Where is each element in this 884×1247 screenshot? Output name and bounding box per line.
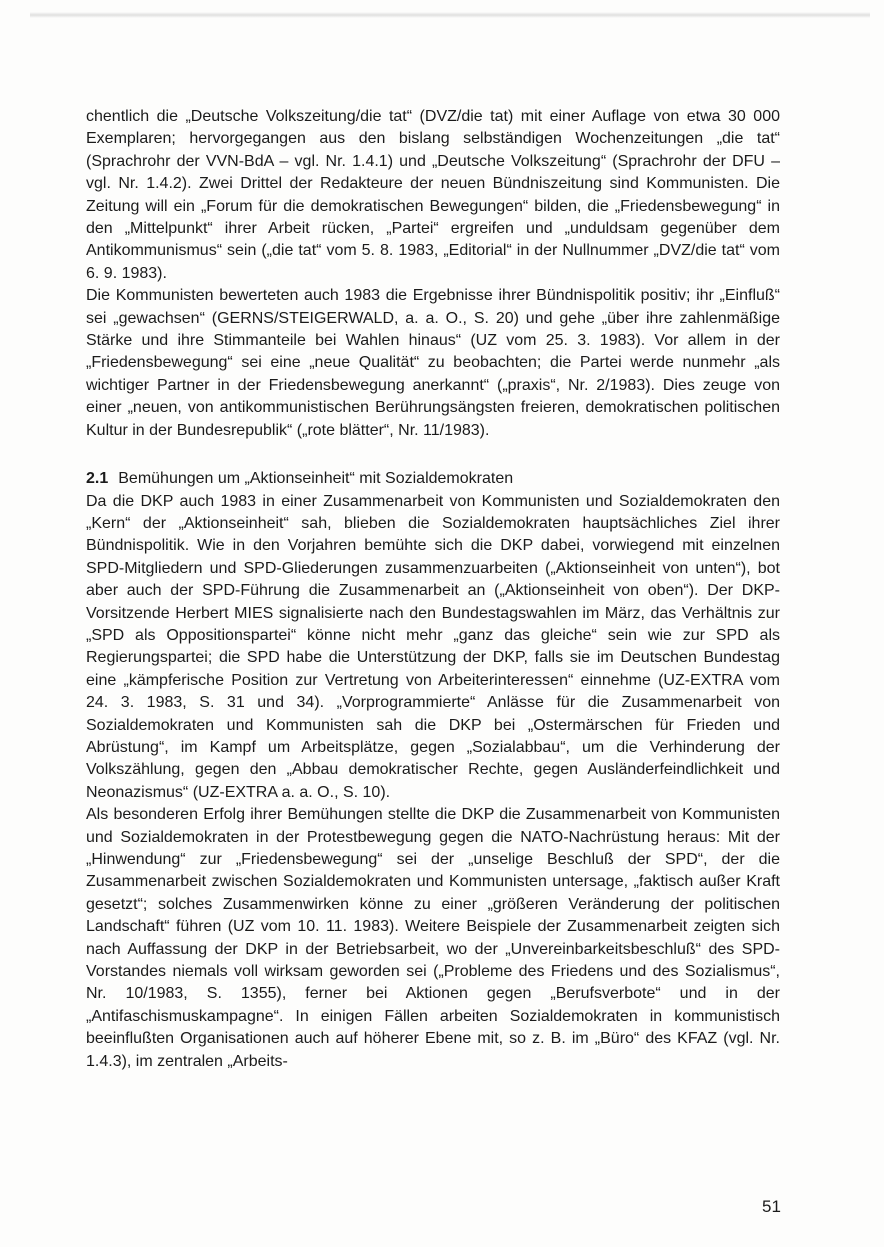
section-title: Bemühungen um „Aktionseinheit“ mit Sozialdemokraten [118, 470, 514, 488]
page-number: 51 [762, 1197, 781, 1216]
paragraph: Da die DKP auch 1983 in einer Zusammenarbeit von Kommunisten und Sozialdemokraten den „Kern“ der „Aktionseinheit“ sah, blieben die Sozialdemokraten hauptsächliches Ziel ihrer Bündnispolitik. Wie in den Vorjahren bemühte sich die DKP dabei, vorwiegend mit einzelnen SPD-Mitgliedern und SPD-Gliederungen zusammenzuarbeiten („Aktionseinheit von unten“), bot aber auch der SPD-Führung die Zusammenarbeit an („Aktionseinheit von oben“). Der DKP-Vorsitzende Herbert MIES signalisierte nach den Bundestagswahlen im März, das Verhältnis zur „SPD als Oppositionspartei“ könne nicht mehr „ganz das gleiche“ sein wie zur SPD als Regierungspartei; die SPD habe die Unterstützung der DKP, falls sie im Deutschen Bundestag eine „kämpferische Position zur Vertretung von Arbeiterinteressen“ einnehme (UZ-EXTRA vom 24. 3. 1983, S. 31 und 34). „Vorprogrammierte“ Anlässe für die Zusammenarbeit von Sozialdemokraten und Kommunisten sah die DKP bei „Ostermärschen für Frieden und Abrüstung“, im Kampf um Arbeitsplätze, gegen „Sozialabbau“, um die Verhinderung der Volkszählung, gegen den „Abbau demokratischer Rechte, gegen Ausländerfeindlichkeit und Neonazismus“ (UZ-EXTRA a. a. O., S. 10). [86, 492, 780, 801]
section-heading [86, 468, 780, 490]
body-text [86, 106, 780, 1073]
paragraph: chentlich die „Deutsche Volkszeitung/die tat“ (DVZ/die tat) mit einer Auflage von etwa 30 000 Exemplaren; hervorgegangen aus den bislang selbständigen Wochenzeitungen „die tat“ (Sprachrohr der VVN-BdA – vgl. Nr. 1.4.1) und „Deutsche Volkszeitung“ (Sprachrohr der DFU – vgl. Nr. 1.4.2). Zwei Drittel der Redakteure der neuen Bündniszeitung sind Kommunisten. Die Zeitung will ein „Forum für die demokratischen Bewegungen“ bilden, die „Friedensbewegung“ in den „Mittelpunkt“ ihrer Arbeit rücken, „Partei“ ergreifen und „unduldsam gegenüber dem Antikommunismus“ sein („die tat“ vom 5. 8. 1983, „Editorial“ in der Nullnummer „DVZ/die tat“ vom 6. 9. 1983). [86, 108, 780, 282]
page-top-edge [30, 12, 870, 18]
section-number: 2.1 [86, 470, 109, 488]
paragraph: Die Kommunisten bewerteten auch 1983 die Ergebnisse ihrer Bündnispolitik positiv; ihr „Einfluß“ sei „gewachsen“ (GERNS/STEIGERWALD, a. a. O., S. 20) und gehe „über ihre zahlenmäßige Stärke und ihre Stimmanteile bei Wahlen hinaus“ (UZ vom 25. 3. 1983). Vor allem in der „Friedensbewegung“ sei eine „neue Qualität“ zu beobachten; die Partei werde nunmehr „als wichtiger Partner in der Friedensbewegung anerkannt“ („praxis“, Nr. 2/1983). Dies zeuge von einer „neuen, von antikommunistischen Berührungsängsten freieren, demokratischen politischen Kultur in der Bundesrepublik“ („rote blätter“, Nr. 11/1983). [86, 287, 780, 439]
paragraph: Als besonderen Erfolg ihrer Bemühungen stellte die DKP die Zusammenarbeit von Kommunisten und Sozialdemokraten in der Protestbewegung gegen die NATO-Nachrüstung heraus: Mit der „Hinwendung“ zur „Friedensbewegung“ sei der „unselige Beschluß der SPD“, der die Zusammenarbeit zwischen Sozialdemokraten und Kommunisten untersage, „faktisch außer Kraft gesetzt“; solches Zusammenwirken könne zu einer „größeren Veränderung der politischen Landschaft“ führen (UZ vom 10. 11. 1983). Weitere Beispiele der Zusammenarbeit zeigten sich nach Auffassung der DKP in der Betriebsarbeit, wo der „Unvereinbarkeitsbeschluß“ des SPD-Vorstandes niemals voll wirksam geworden sei („Probleme des Friedens und des Sozialismus“, Nr. 10/1983, S. 1355), ferner bei Aktionen gegen „Berufsverbote“ und in der „Antifaschismuskampagne“. In einigen Fällen arbeiten Sozialdemokraten in kommunistisch beeinflußten Organisationen auch auf höherer Ebene mit, so z. B. im „Büro“ des KFAZ (vgl. Nr. 1.4.3), im zentralen „Arbeits- [86, 806, 780, 1070]
